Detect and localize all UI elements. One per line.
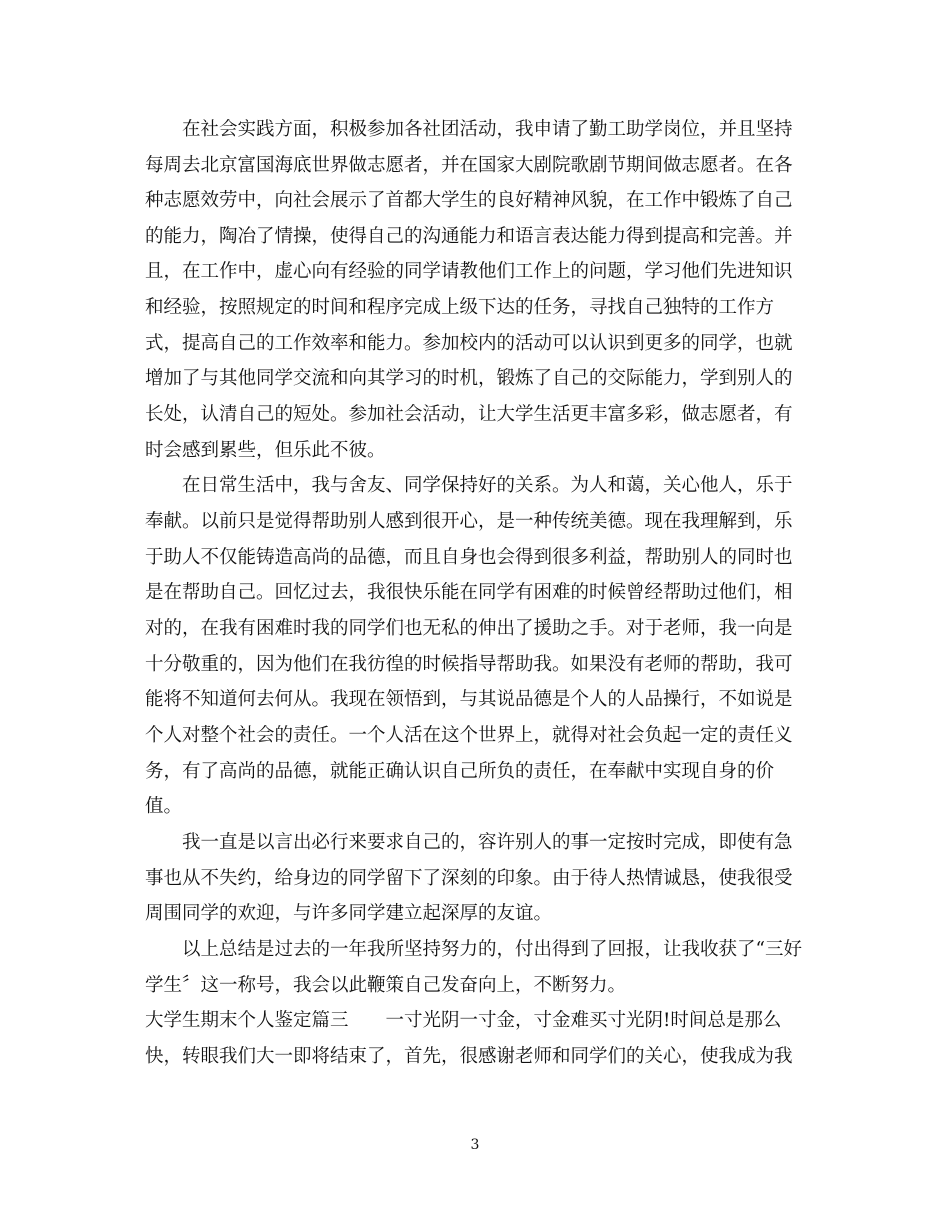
text-line: 的能力，陶冶了情操，使得自己的沟通能力和语言表达能力得到提高和完善。并	[145, 226, 793, 247]
text-line: 以上总结是过去的一年我所坚持努力的，付出得到了回报，让我收获了“三好	[145, 939, 802, 960]
text-line: 种志愿效劳中，向社会展示了首都大学生的良好精神风貌，在工作中锻炼了自己	[145, 190, 793, 211]
text-line: 增加了与其他同学交流和向其学习的时机，锻炼了自己的交际能力，学到别人的	[145, 368, 793, 389]
text-line: 且，在工作中，虚心向有经验的同学请教他们工作上的问题，学习他们先进知识	[145, 261, 793, 282]
text-line: 快，转眼我们大一即将结束了，首先，很感谢老师和同学们的关心，使我成为我	[145, 1046, 793, 1067]
text-line: 务，有了高尚的品德，就能正确认识自己所负的责任，在奉献中实现自身的价	[145, 761, 775, 782]
text-line: 值。	[145, 796, 183, 817]
text-line: 时会感到累些，但乐此不彼。	[145, 440, 386, 461]
text-line: 长处，认清自己的短处。参加社会活动，让大学生活更丰富多彩，做志愿者，有	[145, 404, 793, 425]
text-line: 在社会实践方面，积极参加各社团活动，我申请了勤工助学岗位，并且坚持	[145, 119, 793, 140]
text-line: 和经验，按照规定的时间和程序完成上级下达的任务，寻找自己独特的工作方	[145, 297, 775, 318]
text-line: 是在帮助自己。回忆过去，我很快乐能在同学有困难的时候曾经帮助过他们，相	[145, 582, 793, 603]
text-line: 对的，在我有困难时我的同学们也无私的伸出了援助之手。对于老师，我一向是	[145, 618, 793, 639]
text-line: 事也从不失约，给身边的同学留下了深刻的印象。由于待人热情诚恳，使我很受	[145, 868, 793, 889]
text-line: 在日常生活中，我与舍友、同学保持好的关系。为人和蔼，关心他人，乐于	[145, 475, 793, 496]
text-line: 奉献。以前只是觉得帮助别人感到很开心，是一种传统美德。现在我理解到，乐	[145, 511, 793, 532]
text-line: 个人对整个社会的责任。一个人活在这个世界上，就得对社会负起一定的责任义	[145, 725, 793, 746]
text-line: 十分敬重的，因为他们在我彷徨的时候指导帮助我。如果没有老师的帮助，我可	[145, 654, 793, 675]
text-line: 每周去北京富国海底世界做志愿者，并在国家大剧院歌剧节期间做志愿者。在各	[145, 155, 793, 176]
text-line: 我一直是以言出必行来要求自己的，容许别人的事一定按时完成，即使有急	[145, 832, 793, 853]
page-number: 3	[470, 1137, 480, 1153]
text-line: 学生〞这一称号，我会以此鞭策自己发奋向上，不断努力。	[145, 975, 627, 996]
text-line: 能将不知道何去何从。我现在领悟到，与其说品德是个人的人品操行，不如说是	[145, 689, 793, 710]
text-line: 大学生期末个人鉴定篇三 一寸光阴一寸金，寸金难买寸光阴!时间总是那么	[145, 1010, 782, 1031]
text-line: 式，提高自己的工作效率和能力。参加校内的活动可以认识到更多的同学，也就	[145, 333, 793, 354]
text-line: 于助人不仅能铸造高尚的品德，而且自身也会得到很多利益，帮助别人的同时也	[145, 547, 793, 568]
text-line: 周围同学的欢迎，与许多同学建立起深厚的友谊。	[145, 903, 553, 924]
